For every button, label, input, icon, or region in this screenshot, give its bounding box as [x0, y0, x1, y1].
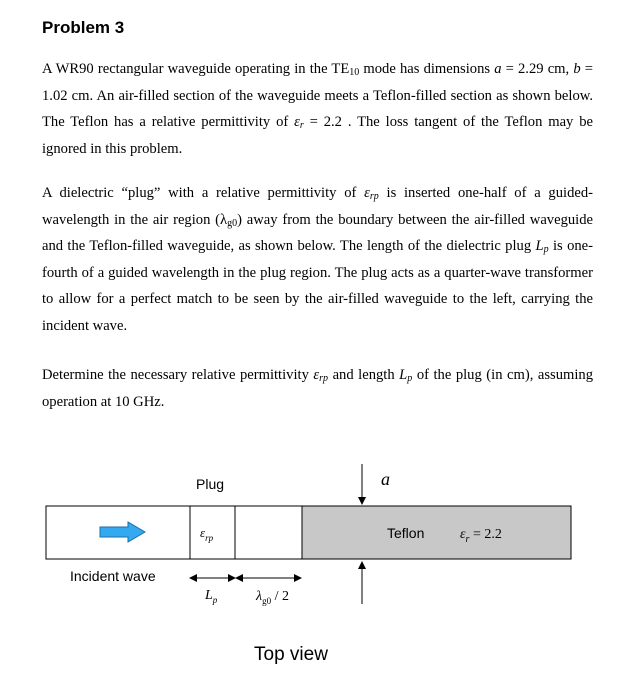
lp-label: $L_p$: [205, 588, 218, 605]
plug-epsilon: $\varepsilon_{rp}$: [200, 525, 214, 543]
teflon-region: [302, 506, 571, 559]
problem-heading: Problem 3: [42, 18, 125, 37]
plug-label: Plug: [196, 476, 225, 492]
paragraph-1: A WR90 rectangular waveguide operating in the $TE_{10}$ mode has dimensions a = 2.29 cm, b = 1.02 cm. An air-filled section of the waveguide meets a Teflon-filled section as shown below. The Teflon has a relative permittivity of $\varepsilon_r = 2.2$ . The loss tangent of the Teflon may be ignored in this problem.: [42, 61, 593, 157]
paragraph-3: Determine the necessary relative permittivity $\varepsilon_{rp}$ and length $L_p$ of the plug (in cm), assuming operation at 10 GHz.: [42, 367, 594, 410]
teflon-epsilon: $\varepsilon_r = 2.2$: [460, 527, 502, 545]
dimension-a-label: a: [381, 469, 390, 489]
teflon-label: Teflon: [387, 525, 425, 541]
incident-wave-label: Incident wave: [70, 568, 156, 584]
half-lambda-label: $\lambda_{g0} / 2$: [256, 589, 289, 606]
diagram-caption: Top view: [254, 644, 328, 665]
paragraph-2: A dielectric “plug” with a relative permittivity of $\varepsilon_{rp}$ is inserted one-half of a guided-wavelength in the air region $(\lambda_{g0})$ away from the boundary between the air-filled waveguide and the Teflon-filled waveguide, as shown below. The length of the dielectric plug $L_p$ is one-fourth of a guided wavelength in the plug region. The plug acts as a quarter-wave transformer to allow for a perfect match to be seen by the air-filled waveguide to the left, carrying the incident wave.: [42, 185, 593, 334]
incident-wave-arrow: [100, 522, 145, 542]
